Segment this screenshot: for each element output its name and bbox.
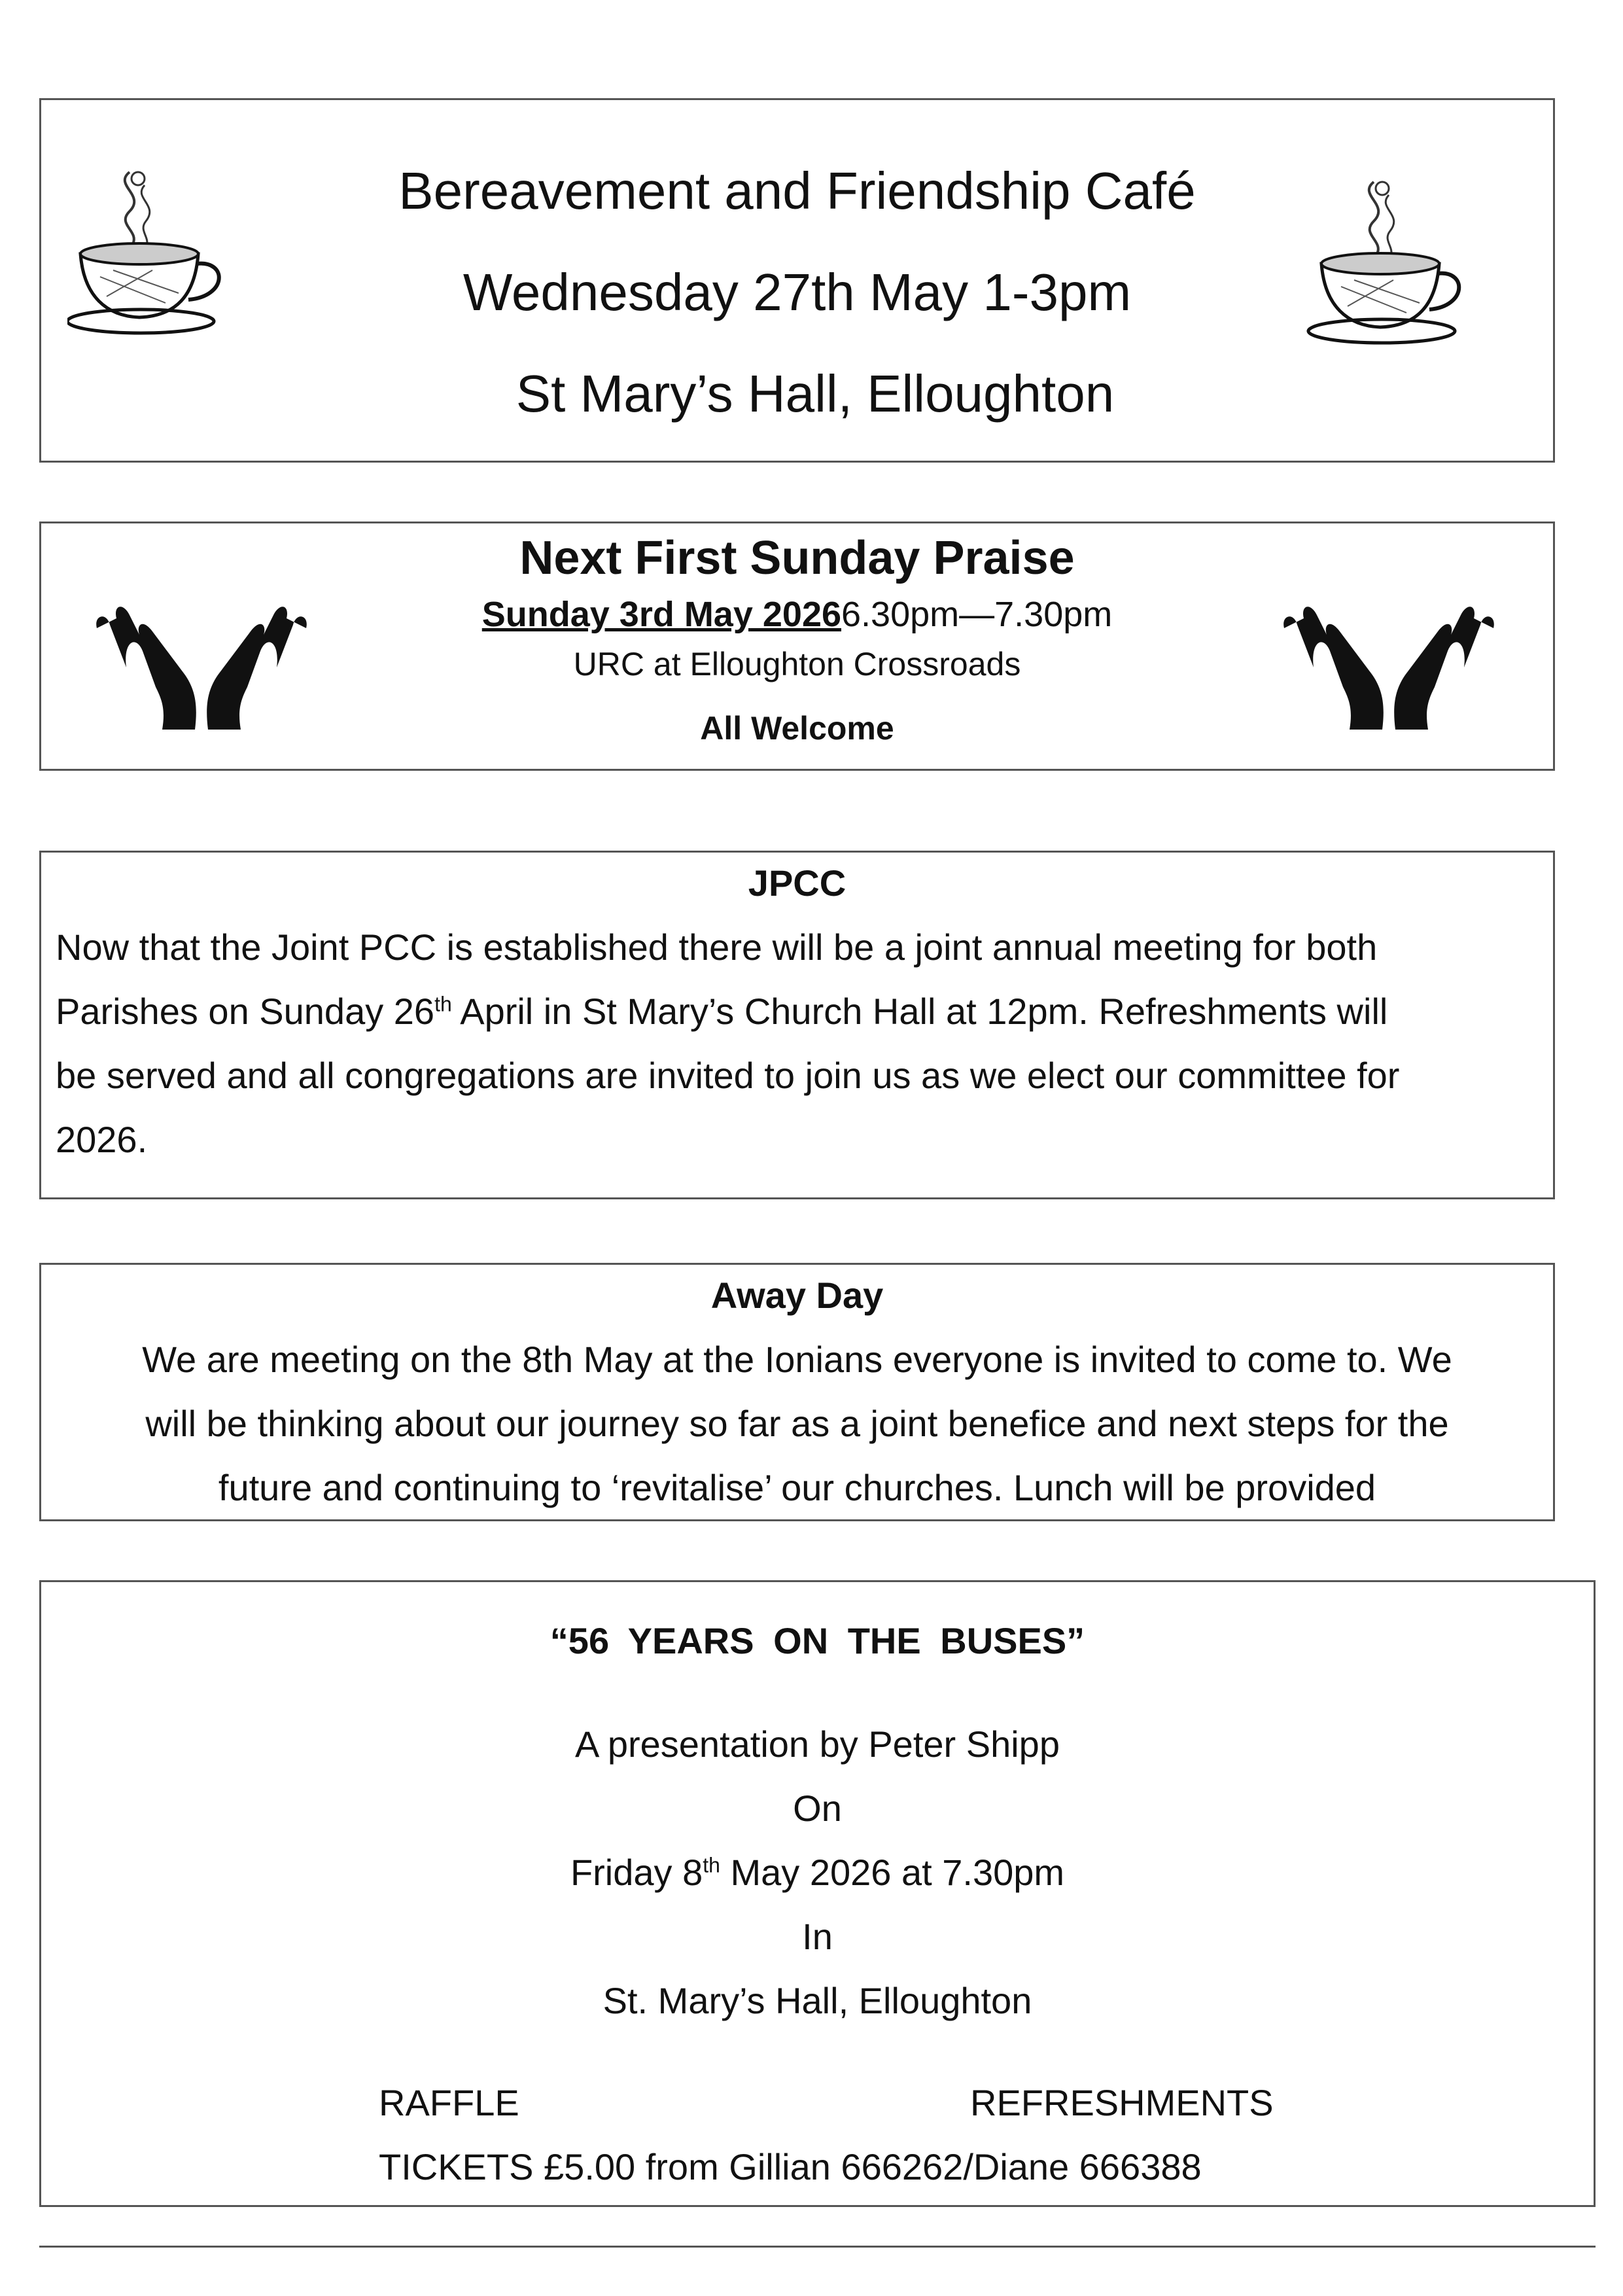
away-day-line: future and continuing to ‘revitalise’ our churches. Lunch will be provided	[218, 1467, 1376, 1508]
away-day-line: We are meeting on the 8th May at the Ionians everyone is invited to come to. We	[142, 1339, 1452, 1380]
away-day-line: will be thinking about our journey so far as a joint benefice and next steps for the	[145, 1403, 1449, 1444]
jpcc-notice	[39, 851, 1555, 1199]
praise-title: Next First Sunday Praise	[519, 532, 1075, 584]
buses-tickets: TICKETS £5.00 from Gillian 666262/Diane 666388	[379, 2146, 1202, 2187]
away-day-heading: Away Day	[710, 1275, 884, 1316]
cafe-notice	[39, 98, 1555, 463]
buses-in: In	[802, 1916, 833, 1957]
away-day-notice	[39, 1263, 1555, 1521]
praise-welcome: All Welcome	[700, 710, 894, 747]
buses-date: Friday 8th May 2026 at 7.30pm	[570, 1852, 1065, 1893]
cafe-title: Bereavement and Friendship Café	[398, 162, 1196, 220]
buses-venue: St. Mary’s Hall, Elloughton	[602, 1980, 1032, 2021]
jpcc-line: be served and all congregations are invited to join us as we elect our committee for	[56, 1055, 1400, 1096]
jpcc-heading: JPCC	[748, 862, 846, 904]
praise-date-line	[41, 594, 1553, 635]
buses-on: On	[793, 1788, 842, 1829]
jpcc-line: Now that the Joint PCC is established there will be a joint annual meeting for both	[56, 927, 1378, 968]
cafe-where: St Mary’s Hall, Elloughton	[515, 364, 1115, 423]
jpcc-line: Parishes on Sunday 26th April in St Mary’s Church Hall at 12pm. Refreshments will	[56, 991, 1388, 1032]
jpcc-body	[56, 915, 1539, 1172]
praise-notice	[39, 521, 1555, 771]
footer-divider	[39, 2246, 1596, 2248]
praise-venue: URC at Elloughton Crossroads	[573, 646, 1021, 682]
buses-title: “56 YEARS ON THE BUSES”	[550, 1620, 1085, 1661]
buses-presenter: A presentation by Peter Shipp	[575, 1723, 1060, 1765]
cafe-when: Wednesday 27th May 1-3pm	[462, 263, 1132, 321]
praise-time: 6.30pm—7.30pm	[841, 595, 1113, 634]
buses-raffle: RAFFLE	[379, 2082, 519, 2123]
buses-refreshments: REFRESHMENTS	[970, 2082, 1274, 2123]
jpcc-line: 2026.	[56, 1119, 148, 1160]
praise-date: Sunday 3rd May 2026	[481, 595, 842, 634]
away-day-body	[57, 1328, 1537, 1520]
buses-presentation-notice	[39, 1580, 1596, 2207]
